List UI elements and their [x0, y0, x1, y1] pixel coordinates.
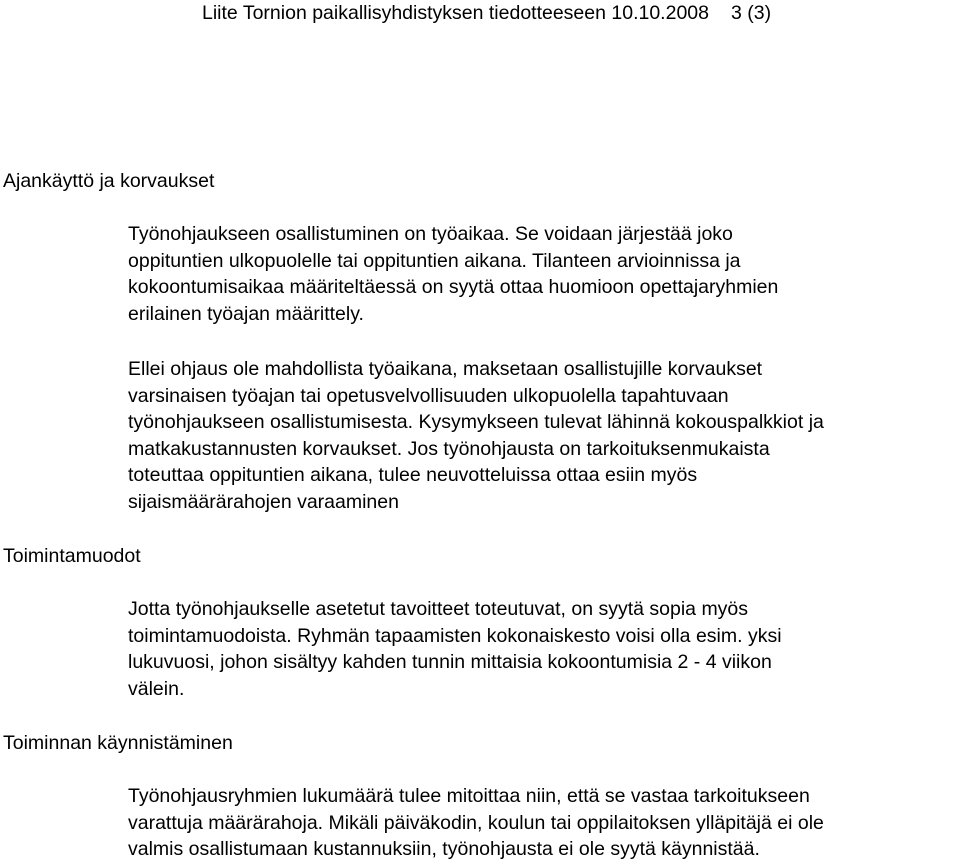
- section-heading-ajankaytto: Ajankäyttö ja korvaukset: [3, 170, 215, 192]
- paragraph-korvaukset: [128, 356, 960, 515]
- section-heading-kaynnistaminen: Toiminnan käynnistäminen: [3, 732, 233, 754]
- paragraph-line: varsinaisen työajan tai opetusvelvollisuuden ulkopuolella tapahtuvaan: [128, 384, 729, 407]
- paragraph-tyoaika: [128, 221, 960, 327]
- paragraph-line: Ellei ohjaus ole mahdollista työaikana, maksetaan osallistujille korvaukset: [128, 358, 763, 380]
- page-header: [202, 0, 771, 27]
- paragraph-line: matkakustannusten korvaukset. Jos työnohjausta on tarkoituksenmukaista: [128, 437, 770, 460]
- paragraph-line: valmis osallistumaan kustannuksiin, työnohjausta ei ole syytä käynnistää.: [128, 838, 760, 860]
- paragraph-line: erilainen työajan määrittely.: [128, 302, 364, 325]
- paragraph-line: kokoontumisaikaa määriteltäessä on syytä ottaa huomioon opettajaryhmien: [128, 276, 779, 298]
- page-number: 3 (3): [730, 2, 772, 24]
- paragraph-line: toimintamuodoista. Ryhmän tapaamisten kokonaiskesto voisi olla esim. yksi: [128, 624, 782, 647]
- paragraph-line: sijaismäärärahojen varaaminen: [128, 490, 399, 513]
- paragraph-line: välein.: [128, 677, 185, 700]
- paragraph-toimintamuodot: [128, 596, 960, 702]
- paragraph-line: oppituntien ulkopuolelle tai oppituntien aikana. Tilanteen arvioinnissa ja: [128, 249, 741, 272]
- paragraph-line: Työnohjausryhmien lukumäärä tulee mitoittaa niin, että se vastaa tarkoitukseen: [128, 785, 810, 807]
- paragraph-line: Jotta työnohjaukselle asetetut tavoitteet toteutuvat, on syytä sopia myös: [128, 598, 749, 620]
- paragraph-line: toteuttaa oppituntien aikana, tulee neuvotteluissa ottaa esiin myös: [128, 464, 698, 486]
- header-title: Liite Tornion paikallisyhdistyksen tiedotteeseen 10.10.2008: [202, 2, 709, 24]
- paragraph-kaynnistaminen: [128, 783, 960, 863]
- section-heading-toimintamuodot: Toimintamuodot: [3, 545, 141, 567]
- paragraph-line: Työnohjaukseen osallistuminen on työaikaa. Se voidaan järjestää joko: [128, 223, 733, 245]
- paragraph-line: työnohjaukseen osallistumisesta. Kysymykseen tulevat lähinnä kokouspalkkiot ja: [128, 411, 824, 433]
- paragraph-line: varattuja määrärahoja. Mikäli päiväkodin, koulun tai oppilaitoksen ylläpitäjä ei ole: [128, 811, 824, 834]
- paragraph-line: lukuvuosi, johon sisältyy kahden tunnin mittaisia kokoontumisia 2 - 4 viikon: [128, 651, 772, 673]
